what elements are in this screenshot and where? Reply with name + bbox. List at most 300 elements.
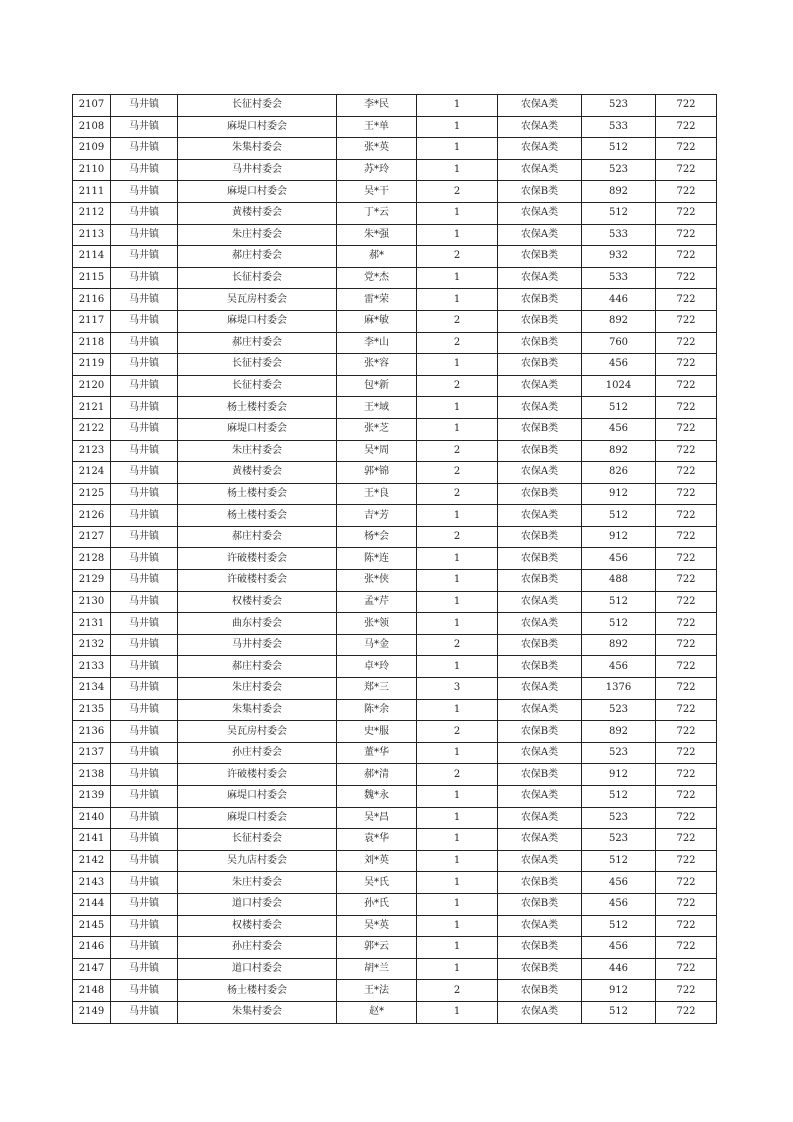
cell-standard: 722 — [656, 310, 717, 332]
cell-serial-number: 2113 — [73, 224, 111, 246]
cell-standard: 722 — [656, 958, 717, 980]
cell-town: 马井镇 — [111, 1001, 178, 1023]
cell-town: 马井镇 — [111, 807, 178, 829]
cell-village-committee: 郝庄村委会 — [178, 526, 337, 548]
cell-household-count: 1 — [417, 570, 498, 592]
cell-town: 马井镇 — [111, 483, 178, 505]
cell-town: 马井镇 — [111, 526, 178, 548]
cell-town: 马井镇 — [111, 915, 178, 937]
cell-insurance-type: 农保A类 — [498, 786, 582, 808]
cell-household-count: 1 — [417, 829, 498, 851]
cell-standard: 722 — [656, 807, 717, 829]
cell-town: 马井镇 — [111, 893, 178, 915]
cell-village-committee: 郝庄村委会 — [178, 656, 337, 678]
table-row — [73, 699, 717, 721]
table-row — [73, 483, 717, 505]
cell-standard: 722 — [656, 354, 717, 376]
cell-insurance-type: 农保B类 — [498, 634, 582, 656]
cell-name: 王*法 — [337, 980, 417, 1002]
cell-name: 陈*余 — [337, 699, 417, 721]
cell-insurance-type: 农保A类 — [498, 138, 582, 160]
cell-name: 卓*玲 — [337, 656, 417, 678]
table-row — [73, 354, 717, 376]
cell-household-count: 1 — [417, 548, 498, 570]
cell-amount: 1024 — [582, 375, 656, 397]
cell-insurance-type: 农保A类 — [498, 397, 582, 419]
cell-village-committee: 麻堤口村委会 — [178, 418, 337, 440]
table-row — [73, 678, 717, 700]
cell-name: 张*英 — [337, 138, 417, 160]
cell-serial-number: 2117 — [73, 310, 111, 332]
cell-village-committee: 朱庄村委会 — [178, 224, 337, 246]
cell-name: 党*杰 — [337, 267, 417, 289]
table-row — [73, 526, 717, 548]
cell-standard: 722 — [656, 893, 717, 915]
cell-amount: 533 — [582, 267, 656, 289]
cell-insurance-type: 农保A类 — [498, 807, 582, 829]
cell-household-count: 1 — [417, 267, 498, 289]
cell-name: 李*民 — [337, 95, 417, 117]
cell-serial-number: 2146 — [73, 937, 111, 959]
cell-standard: 722 — [656, 202, 717, 224]
cell-standard: 722 — [656, 418, 717, 440]
cell-standard: 722 — [656, 548, 717, 570]
cell-insurance-type: 农保A类 — [498, 699, 582, 721]
cell-household-count: 2 — [417, 980, 498, 1002]
cell-insurance-type: 农保A类 — [498, 116, 582, 138]
cell-amount: 456 — [582, 872, 656, 894]
cell-village-committee: 杨土楼村委会 — [178, 483, 337, 505]
cell-name: 张*侠 — [337, 570, 417, 592]
cell-village-committee: 道口村委会 — [178, 893, 337, 915]
cell-standard: 722 — [656, 224, 717, 246]
cell-insurance-type: 农保B类 — [498, 980, 582, 1002]
cell-town: 马井镇 — [111, 678, 178, 700]
cell-household-count: 2 — [417, 181, 498, 203]
cell-standard: 722 — [656, 375, 717, 397]
cell-serial-number: 2126 — [73, 505, 111, 527]
cell-name: 袁*华 — [337, 829, 417, 851]
cell-standard: 722 — [656, 829, 717, 851]
cell-amount: 446 — [582, 958, 656, 980]
cell-insurance-type: 农保B类 — [498, 872, 582, 894]
cell-amount: 892 — [582, 721, 656, 743]
cell-village-committee: 许破楼村委会 — [178, 548, 337, 570]
cell-insurance-type: 农保A类 — [498, 375, 582, 397]
cell-insurance-type: 农保A类 — [498, 462, 582, 484]
cell-town: 马井镇 — [111, 656, 178, 678]
table-row — [73, 786, 717, 808]
cell-household-count: 1 — [417, 807, 498, 829]
cell-serial-number: 2122 — [73, 418, 111, 440]
cell-household-count: 1 — [417, 397, 498, 419]
cell-village-committee: 长征村委会 — [178, 829, 337, 851]
cell-name: 吴*氏 — [337, 872, 417, 894]
cell-amount: 456 — [582, 354, 656, 376]
cell-household-count: 1 — [417, 354, 498, 376]
cell-standard: 722 — [656, 872, 717, 894]
cell-town: 马井镇 — [111, 181, 178, 203]
cell-amount: 512 — [582, 613, 656, 635]
cell-village-committee: 马井村委会 — [178, 159, 337, 181]
cell-serial-number: 2145 — [73, 915, 111, 937]
cell-town: 马井镇 — [111, 267, 178, 289]
cell-standard: 722 — [656, 526, 717, 548]
table-row — [73, 397, 717, 419]
cell-household-count: 1 — [417, 937, 498, 959]
table-row — [73, 721, 717, 743]
cell-amount: 512 — [582, 397, 656, 419]
cell-serial-number: 2112 — [73, 202, 111, 224]
cell-household-count: 1 — [417, 656, 498, 678]
cell-insurance-type: 农保B类 — [498, 181, 582, 203]
table-row — [73, 246, 717, 268]
cell-household-count: 2 — [417, 440, 498, 462]
cell-insurance-type: 农保A类 — [498, 1001, 582, 1023]
cell-amount: 826 — [582, 462, 656, 484]
cell-town: 马井镇 — [111, 721, 178, 743]
cell-amount: 456 — [582, 418, 656, 440]
cell-village-committee: 权楼村委会 — [178, 915, 337, 937]
cell-village-committee: 马井村委会 — [178, 634, 337, 656]
cell-household-count: 2 — [417, 462, 498, 484]
cell-name: 包*新 — [337, 375, 417, 397]
cell-town: 马井镇 — [111, 786, 178, 808]
table-row — [73, 224, 717, 246]
cell-amount: 512 — [582, 202, 656, 224]
table-row — [73, 548, 717, 570]
cell-household-count: 1 — [417, 591, 498, 613]
cell-insurance-type: 农保A类 — [498, 224, 582, 246]
table-row — [73, 289, 717, 311]
cell-household-count: 1 — [417, 742, 498, 764]
cell-village-committee: 吴瓦房村委会 — [178, 289, 337, 311]
cell-standard: 722 — [656, 980, 717, 1002]
cell-household-count: 1 — [417, 289, 498, 311]
cell-standard: 722 — [656, 483, 717, 505]
cell-insurance-type: 农保B类 — [498, 289, 582, 311]
cell-town: 马井镇 — [111, 224, 178, 246]
cell-village-committee: 麻堤口村委会 — [178, 807, 337, 829]
cell-standard: 722 — [656, 678, 717, 700]
cell-name: 孟*芹 — [337, 591, 417, 613]
cell-insurance-type: 农保A类 — [498, 915, 582, 937]
cell-name: 魏*永 — [337, 786, 417, 808]
cell-insurance-type: 农保B类 — [498, 332, 582, 354]
table-row — [73, 656, 717, 678]
cell-household-count: 2 — [417, 764, 498, 786]
cell-serial-number: 2133 — [73, 656, 111, 678]
cell-insurance-type: 农保B类 — [498, 958, 582, 980]
cell-town: 马井镇 — [111, 829, 178, 851]
cell-town: 马井镇 — [111, 418, 178, 440]
cell-town: 马井镇 — [111, 742, 178, 764]
cell-household-count: 2 — [417, 310, 498, 332]
cell-standard: 722 — [656, 699, 717, 721]
cell-amount: 512 — [582, 505, 656, 527]
cell-household-count: 1 — [417, 850, 498, 872]
cell-insurance-type: 农保A类 — [498, 159, 582, 181]
cell-village-committee: 长征村委会 — [178, 354, 337, 376]
cell-serial-number: 2116 — [73, 289, 111, 311]
cell-name: 雷*荣 — [337, 289, 417, 311]
cell-village-committee: 朱集村委会 — [178, 1001, 337, 1023]
cell-town: 马井镇 — [111, 634, 178, 656]
cell-village-committee: 杨土楼村委会 — [178, 397, 337, 419]
table-row — [73, 872, 717, 894]
cell-serial-number: 2120 — [73, 375, 111, 397]
cell-amount: 488 — [582, 570, 656, 592]
table-row — [73, 613, 717, 635]
cell-town: 马井镇 — [111, 980, 178, 1002]
table-row — [73, 764, 717, 786]
cell-insurance-type: 农保A类 — [498, 505, 582, 527]
cell-household-count: 1 — [417, 958, 498, 980]
cell-serial-number: 2138 — [73, 764, 111, 786]
table-row — [73, 418, 717, 440]
cell-name: 苏*玲 — [337, 159, 417, 181]
cell-household-count: 1 — [417, 202, 498, 224]
cell-village-committee: 麻堤口村委会 — [178, 116, 337, 138]
cell-village-committee: 朱庄村委会 — [178, 440, 337, 462]
cell-amount: 892 — [582, 181, 656, 203]
cell-household-count: 1 — [417, 893, 498, 915]
cell-name: 王*单 — [337, 116, 417, 138]
cell-insurance-type: 农保B类 — [498, 893, 582, 915]
cell-insurance-type: 农保B类 — [498, 310, 582, 332]
cell-town: 马井镇 — [111, 375, 178, 397]
cell-amount: 760 — [582, 332, 656, 354]
cell-standard: 722 — [656, 1001, 717, 1023]
cell-name: 王*域 — [337, 397, 417, 419]
cell-name: 郑*三 — [337, 678, 417, 700]
cell-amount: 523 — [582, 699, 656, 721]
cell-standard: 722 — [656, 570, 717, 592]
table-row — [73, 505, 717, 527]
cell-town: 马井镇 — [111, 613, 178, 635]
cell-insurance-type: 农保A类 — [498, 95, 582, 117]
cell-amount: 512 — [582, 915, 656, 937]
cell-serial-number: 2125 — [73, 483, 111, 505]
cell-serial-number: 2121 — [73, 397, 111, 419]
table-row — [73, 202, 717, 224]
cell-serial-number: 2131 — [73, 613, 111, 635]
cell-amount: 912 — [582, 526, 656, 548]
cell-household-count: 2 — [417, 375, 498, 397]
cell-amount: 932 — [582, 246, 656, 268]
cell-town: 马井镇 — [111, 332, 178, 354]
cell-household-count: 2 — [417, 246, 498, 268]
cell-town: 马井镇 — [111, 354, 178, 376]
cell-household-count: 2 — [417, 332, 498, 354]
cell-village-committee: 麻堤口村委会 — [178, 181, 337, 203]
cell-serial-number: 2139 — [73, 786, 111, 808]
cell-amount: 533 — [582, 116, 656, 138]
cell-town: 马井镇 — [111, 138, 178, 160]
cell-amount: 523 — [582, 829, 656, 851]
cell-name: 吉*芳 — [337, 505, 417, 527]
table-row — [73, 332, 717, 354]
cell-standard: 722 — [656, 591, 717, 613]
cell-village-committee: 麻堤口村委会 — [178, 786, 337, 808]
cell-amount: 446 — [582, 289, 656, 311]
cell-standard: 722 — [656, 656, 717, 678]
cell-household-count: 1 — [417, 116, 498, 138]
cell-name: 麻*敏 — [337, 310, 417, 332]
cell-standard: 722 — [656, 850, 717, 872]
cell-village-committee: 吴瓦房村委会 — [178, 721, 337, 743]
cell-serial-number: 2114 — [73, 246, 111, 268]
cell-serial-number: 2148 — [73, 980, 111, 1002]
table-row — [73, 138, 717, 160]
cell-name: 杨*会 — [337, 526, 417, 548]
cell-standard: 722 — [656, 786, 717, 808]
cell-standard: 722 — [656, 332, 717, 354]
cell-amount: 523 — [582, 807, 656, 829]
cell-name: 吴*英 — [337, 915, 417, 937]
cell-amount: 512 — [582, 1001, 656, 1023]
table-row — [73, 829, 717, 851]
cell-serial-number: 2123 — [73, 440, 111, 462]
cell-insurance-type: 农保B类 — [498, 570, 582, 592]
cell-name: 董*华 — [337, 742, 417, 764]
cell-name: 史*服 — [337, 721, 417, 743]
cell-amount: 533 — [582, 224, 656, 246]
cell-name: 陈*连 — [337, 548, 417, 570]
cell-standard: 722 — [656, 764, 717, 786]
cell-standard: 722 — [656, 116, 717, 138]
cell-amount: 512 — [582, 138, 656, 160]
cell-town: 马井镇 — [111, 116, 178, 138]
cell-village-committee: 朱庄村委会 — [178, 678, 337, 700]
cell-town: 马井镇 — [111, 159, 178, 181]
cell-household-count: 1 — [417, 159, 498, 181]
cell-insurance-type: 农保B类 — [498, 937, 582, 959]
cell-village-committee: 长征村委会 — [178, 95, 337, 117]
cell-name: 郭*锦 — [337, 462, 417, 484]
cell-standard: 722 — [656, 289, 717, 311]
cell-standard: 722 — [656, 159, 717, 181]
cell-household-count: 1 — [417, 505, 498, 527]
cell-standard: 722 — [656, 462, 717, 484]
cell-insurance-type: 农保B类 — [498, 418, 582, 440]
cell-town: 马井镇 — [111, 958, 178, 980]
cell-town: 马井镇 — [111, 505, 178, 527]
cell-name: 李*山 — [337, 332, 417, 354]
cell-serial-number: 2119 — [73, 354, 111, 376]
table-row — [73, 958, 717, 980]
cell-village-committee: 黄楼村委会 — [178, 462, 337, 484]
cell-town: 马井镇 — [111, 548, 178, 570]
cell-village-committee: 许破楼村委会 — [178, 570, 337, 592]
cell-serial-number: 2137 — [73, 742, 111, 764]
cell-serial-number: 2140 — [73, 807, 111, 829]
cell-name: 朱*强 — [337, 224, 417, 246]
table-row — [73, 591, 717, 613]
cell-standard: 722 — [656, 440, 717, 462]
cell-insurance-type: 农保B类 — [498, 246, 582, 268]
cell-household-count: 1 — [417, 613, 498, 635]
cell-serial-number: 2144 — [73, 893, 111, 915]
cell-serial-number: 2135 — [73, 699, 111, 721]
cell-serial-number: 2130 — [73, 591, 111, 613]
cell-amount: 456 — [582, 937, 656, 959]
cell-town: 马井镇 — [111, 289, 178, 311]
cell-name: 郝* — [337, 246, 417, 268]
cell-village-committee: 吴九店村委会 — [178, 850, 337, 872]
cell-serial-number: 2141 — [73, 829, 111, 851]
cell-standard: 722 — [656, 915, 717, 937]
table-row — [73, 440, 717, 462]
table-row — [73, 267, 717, 289]
cell-household-count: 2 — [417, 634, 498, 656]
beneficiary-table — [72, 94, 717, 1024]
table-row — [73, 915, 717, 937]
cell-amount: 912 — [582, 764, 656, 786]
cell-household-count: 1 — [417, 95, 498, 117]
cell-insurance-type: 农保A类 — [498, 742, 582, 764]
cell-household-count: 1 — [417, 699, 498, 721]
cell-village-committee: 长征村委会 — [178, 375, 337, 397]
table-row — [73, 1001, 717, 1023]
cell-household-count: 1 — [417, 138, 498, 160]
cell-village-committee: 权楼村委会 — [178, 591, 337, 613]
cell-standard: 722 — [656, 937, 717, 959]
cell-standard: 722 — [656, 721, 717, 743]
cell-standard: 722 — [656, 246, 717, 268]
table-row — [73, 462, 717, 484]
table-row — [73, 116, 717, 138]
table-row — [73, 159, 717, 181]
cell-village-committee: 曲东村委会 — [178, 613, 337, 635]
table-row — [73, 742, 717, 764]
cell-serial-number: 2128 — [73, 548, 111, 570]
table-row — [73, 95, 717, 117]
cell-town: 马井镇 — [111, 397, 178, 419]
cell-standard: 722 — [656, 634, 717, 656]
cell-name: 赵* — [337, 1001, 417, 1023]
cell-insurance-type: 农保B类 — [498, 483, 582, 505]
cell-insurance-type: 农保B类 — [498, 656, 582, 678]
cell-town: 马井镇 — [111, 872, 178, 894]
cell-insurance-type: 农保A类 — [498, 591, 582, 613]
cell-village-committee: 朱集村委会 — [178, 699, 337, 721]
cell-town: 马井镇 — [111, 310, 178, 332]
table-row — [73, 937, 717, 959]
cell-village-committee: 杨土楼村委会 — [178, 980, 337, 1002]
cell-amount: 456 — [582, 548, 656, 570]
cell-serial-number: 2109 — [73, 138, 111, 160]
cell-town: 马井镇 — [111, 699, 178, 721]
cell-serial-number: 2115 — [73, 267, 111, 289]
table-row — [73, 850, 717, 872]
cell-town: 马井镇 — [111, 246, 178, 268]
cell-household-count: 2 — [417, 721, 498, 743]
table-row — [73, 375, 717, 397]
cell-name: 马*金 — [337, 634, 417, 656]
cell-household-count: 1 — [417, 786, 498, 808]
cell-name: 吴*周 — [337, 440, 417, 462]
cell-village-committee: 许破楼村委会 — [178, 764, 337, 786]
cell-insurance-type: 农保B类 — [498, 440, 582, 462]
cell-name: 孙*氏 — [337, 893, 417, 915]
cell-amount: 456 — [582, 893, 656, 915]
cell-amount: 892 — [582, 634, 656, 656]
cell-amount: 523 — [582, 742, 656, 764]
cell-insurance-type: 农保A类 — [498, 829, 582, 851]
cell-serial-number: 2142 — [73, 850, 111, 872]
cell-village-committee: 孙庄村委会 — [178, 937, 337, 959]
